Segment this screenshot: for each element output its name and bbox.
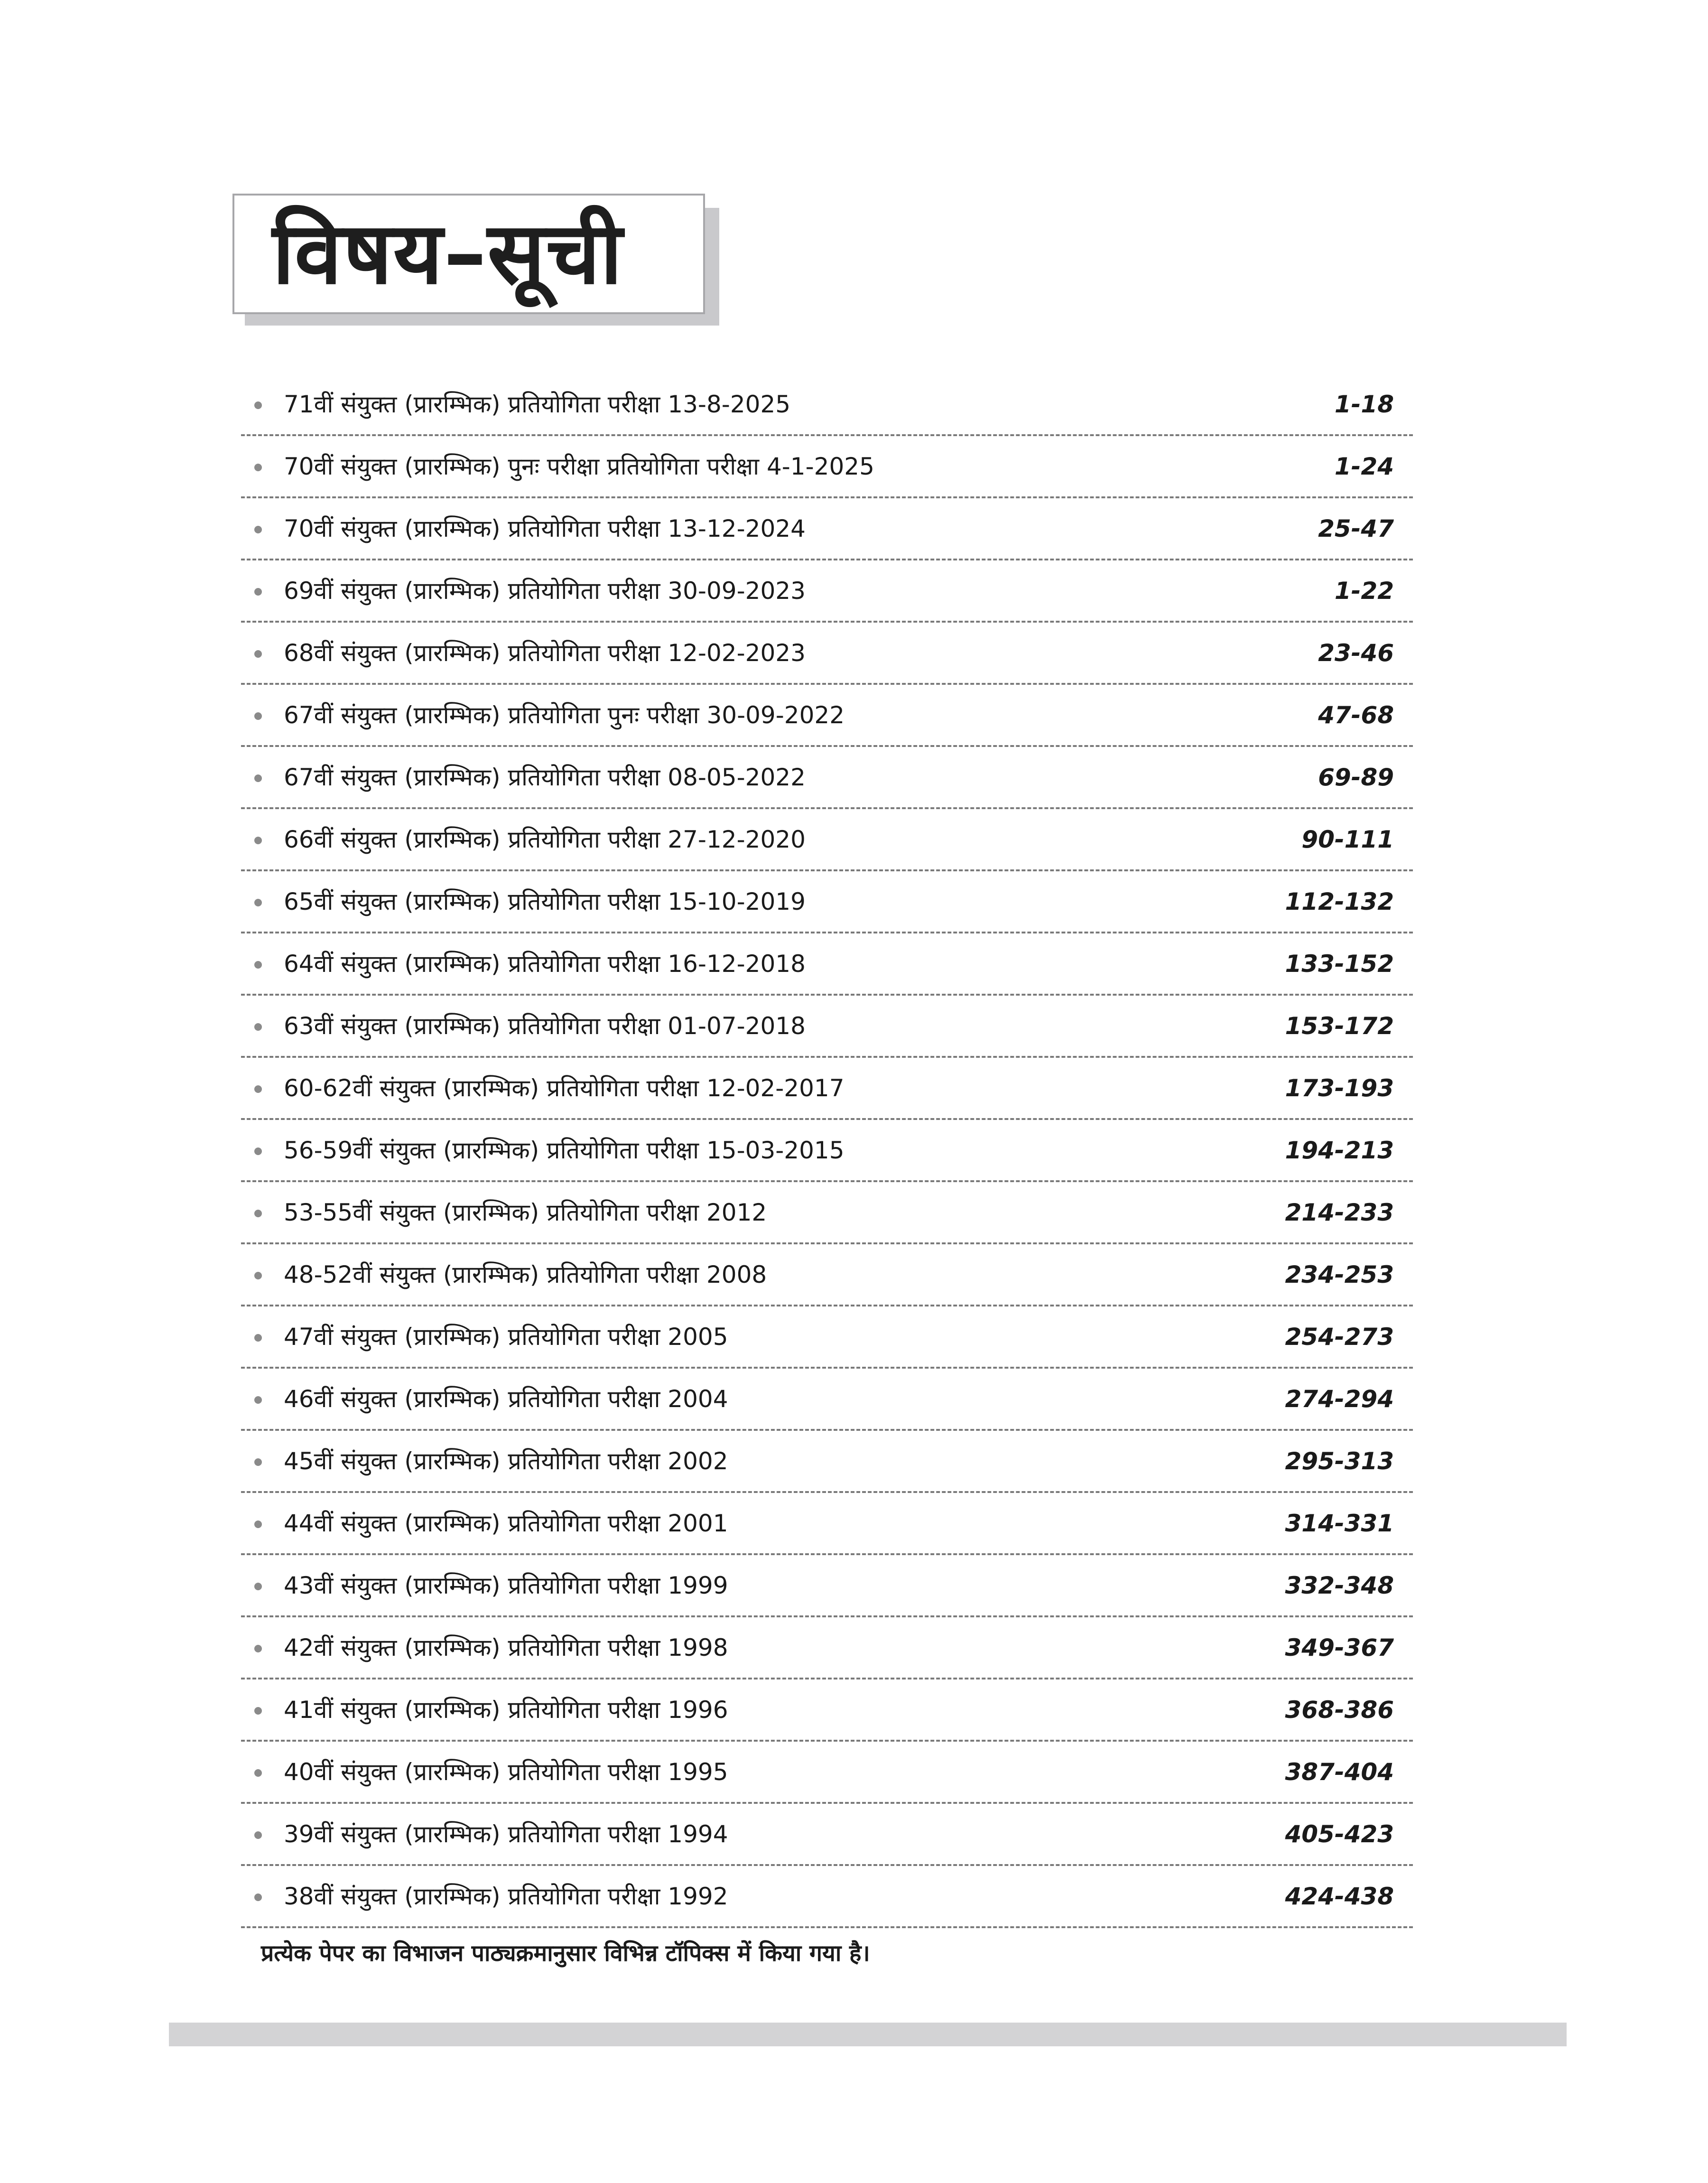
bullet-icon xyxy=(254,1210,262,1217)
toc-entry-pages: 405-423 xyxy=(1285,1820,1394,1848)
toc-entry-title: 70वीं संयुक्त (प्रारम्भिक) प्रतियोगिता परीक्षा 13-12-2024 xyxy=(284,515,806,542)
bullet-icon xyxy=(254,1769,262,1777)
toc-entry-title: 46वीं संयुक्त (प्रारम्भिक) प्रतियोगिता परीक्षा 2004 xyxy=(284,1385,728,1413)
toc-entry-pages: 133-152 xyxy=(1285,950,1394,978)
bullet-icon xyxy=(254,1147,262,1155)
toc-row[interactable] xyxy=(241,1182,1413,1244)
toc-row[interactable] xyxy=(241,498,1413,560)
toc-entry-title: 66वीं संयुक्त (प्रारम्भिक) प्रतियोगिता परीक्षा 27-12-2020 xyxy=(284,826,806,853)
toc-entry-title: 56-59वीं संयुक्त (प्रारम्भिक) प्रतियोगिता परीक्षा 15-03-2015 xyxy=(284,1137,845,1164)
toc-entry-pages: 69-89 xyxy=(1318,764,1394,791)
toc-entry-pages: 1-18 xyxy=(1334,391,1394,418)
toc-row[interactable] xyxy=(241,933,1413,996)
heading-box xyxy=(232,194,705,314)
toc-entry-pages: 368-386 xyxy=(1285,1696,1394,1724)
toc-entry-pages: 387-404 xyxy=(1285,1758,1394,1786)
bullet-icon xyxy=(254,1645,262,1652)
toc-entry-pages: 349-367 xyxy=(1285,1634,1394,1661)
toc-entry-title: 41वीं संयुक्त (प्रारम्भिक) प्रतियोगिता परीक्षा 1996 xyxy=(284,1696,728,1724)
toc-row[interactable] xyxy=(241,1742,1413,1804)
toc-row[interactable] xyxy=(241,871,1413,933)
bullet-icon xyxy=(254,1521,262,1528)
toc-entry-title: 63वीं संयुक्त (प्रारम्भिक) प्रतियोगिता परीक्षा 01-07-2018 xyxy=(284,1012,806,1040)
toc-entry-title: 60-62वीं संयुक्त (प्रारम्भिक) प्रतियोगिता परीक्षा 12-02-2017 xyxy=(284,1074,845,1102)
toc-entry-title: 38वीं संयुक्त (प्रारम्भिक) प्रतियोगिता परीक्षा 1992 xyxy=(284,1883,728,1910)
toc-row[interactable] xyxy=(241,1866,1413,1928)
toc-entry-pages: 194-213 xyxy=(1285,1137,1394,1164)
toc-entry-title: 42वीं संयुक्त (प्रारम्भिक) प्रतियोगिता परीक्षा 1998 xyxy=(284,1634,728,1661)
bullet-icon xyxy=(254,1707,262,1715)
bullet-icon xyxy=(254,1085,262,1093)
bullet-icon xyxy=(254,961,262,969)
toc-entry-pages: 254-273 xyxy=(1285,1323,1394,1351)
toc-entry-title: 48-52वीं संयुक्त (प्रारम्भिक) प्रतियोगिता परीक्षा 2008 xyxy=(284,1261,767,1288)
toc-entry-pages: 234-253 xyxy=(1285,1261,1394,1288)
toc-entry-title: 71वीं संयुक्त (प्रारम्भिक) प्रतियोगिता परीक्षा 13-8-2025 xyxy=(284,391,791,418)
toc-entry-title: 39वीं संयुक्त (प्रारम्भिक) प्रतियोगिता परीक्षा 1994 xyxy=(284,1820,728,1848)
bullet-icon xyxy=(254,1583,262,1590)
toc-entry-pages: 332-348 xyxy=(1285,1572,1394,1599)
toc-entry-pages: 1-22 xyxy=(1334,577,1394,605)
toc-row[interactable] xyxy=(241,623,1413,685)
bullet-icon xyxy=(254,526,262,533)
toc-entry-title: 45वीं संयुक्त (प्रारम्भिक) प्रतियोगिता परीक्षा 2002 xyxy=(284,1447,728,1475)
toc-row[interactable] xyxy=(241,685,1413,747)
toc-row[interactable] xyxy=(241,1369,1413,1431)
toc-entry-pages: 47-68 xyxy=(1318,701,1394,729)
page-title: विषय–सूची xyxy=(272,204,623,303)
toc-row[interactable] xyxy=(241,436,1413,498)
toc-entry-title: 65वीं संयुक्त (प्रारम्भिक) प्रतियोगिता परीक्षा 15-10-2019 xyxy=(284,888,806,915)
toc-entry-pages: 173-193 xyxy=(1285,1074,1394,1102)
bullet-icon xyxy=(254,1458,262,1466)
bullet-icon xyxy=(254,1334,262,1342)
bottom-divider-bar xyxy=(169,2023,1567,2046)
bullet-icon xyxy=(254,899,262,906)
table-of-contents xyxy=(241,374,1413,1928)
bullet-icon xyxy=(254,837,262,844)
toc-row[interactable] xyxy=(241,1617,1413,1679)
toc-entry-title: 40वीं संयुक्त (प्रारम्भिक) प्रतियोगिता परीक्षा 1995 xyxy=(284,1758,728,1786)
bullet-icon xyxy=(254,650,262,658)
toc-entry-pages: 274-294 xyxy=(1285,1385,1394,1413)
toc-entry-pages: 214-233 xyxy=(1285,1199,1394,1226)
bullet-icon xyxy=(254,1396,262,1404)
toc-entry-pages: 90-111 xyxy=(1301,826,1394,853)
bullet-icon xyxy=(254,1831,262,1839)
bullet-icon xyxy=(254,588,262,596)
toc-row[interactable] xyxy=(241,1244,1413,1306)
toc-row[interactable] xyxy=(241,1306,1413,1369)
bullet-icon xyxy=(254,464,262,471)
bullet-icon xyxy=(254,1272,262,1279)
bullet-icon xyxy=(254,712,262,720)
toc-entry-title: 69वीं संयुक्त (प्रारम्भिक) प्रतियोगिता परीक्षा 30-09-2023 xyxy=(284,577,806,605)
toc-row[interactable] xyxy=(241,809,1413,871)
toc-entry-title: 68वीं संयुक्त (प्रारम्भिक) प्रतियोगिता परीक्षा 12-02-2023 xyxy=(284,639,806,667)
toc-entry-pages: 1-24 xyxy=(1334,453,1394,480)
toc-entry-title: 67वीं संयुक्त (प्रारम्भिक) प्रतियोगिता पुनः परीक्षा 30-09-2022 xyxy=(284,701,845,729)
toc-entry-pages: 424-438 xyxy=(1285,1883,1394,1910)
toc-entry-title: 67वीं संयुक्त (प्रारम्भिक) प्रतियोगिता परीक्षा 08-05-2022 xyxy=(284,764,806,791)
toc-entry-pages: 112-132 xyxy=(1285,888,1394,915)
toc-entry-pages: 314-331 xyxy=(1285,1510,1394,1537)
toc-row[interactable] xyxy=(241,560,1413,623)
toc-entry-pages: 25-47 xyxy=(1318,515,1394,542)
toc-row[interactable] xyxy=(241,1058,1413,1120)
toc-entry-title: 44वीं संयुक्त (प्रारम्भिक) प्रतियोगिता परीक्षा 2001 xyxy=(284,1510,728,1537)
bullet-icon xyxy=(254,1023,262,1031)
toc-entry-pages: 153-172 xyxy=(1285,1012,1394,1040)
toc-entry-title: 64वीं संयुक्त (प्रारम्भिक) प्रतियोगिता परीक्षा 16-12-2018 xyxy=(284,950,806,978)
bullet-icon xyxy=(254,401,262,409)
toc-row[interactable] xyxy=(241,996,1413,1058)
toc-entry-title: 47वीं संयुक्त (प्रारम्भिक) प्रतियोगिता परीक्षा 2005 xyxy=(284,1323,728,1351)
toc-entry-title: 43वीं संयुक्त (प्रारम्भिक) प्रतियोगिता परीक्षा 1999 xyxy=(284,1572,728,1599)
footnote: प्रत्येक पेपर का विभाजन पाठ्यक्रमानुसार विभिन्न टॉपिक्स में किया गया है। xyxy=(261,1940,870,1967)
toc-row[interactable] xyxy=(241,1804,1413,1866)
toc-row[interactable] xyxy=(241,1120,1413,1182)
toc-row[interactable] xyxy=(241,1493,1413,1555)
toc-row[interactable] xyxy=(241,374,1413,436)
bullet-icon xyxy=(254,1894,262,1901)
toc-entry-pages: 23-46 xyxy=(1318,639,1394,667)
toc-row[interactable] xyxy=(241,747,1413,809)
toc-entry-pages: 295-313 xyxy=(1285,1447,1394,1475)
bullet-icon xyxy=(254,774,262,782)
toc-row[interactable] xyxy=(241,1555,1413,1617)
toc-entry-title: 53-55वीं संयुक्त (प्रारम्भिक) प्रतियोगिता परीक्षा 2012 xyxy=(284,1199,767,1226)
toc-row[interactable] xyxy=(241,1679,1413,1742)
toc-row[interactable] xyxy=(241,1431,1413,1493)
toc-entry-title: 70वीं संयुक्त (प्रारम्भिक) पुनः परीक्षा प्रतियोगिता परीक्षा 4-1-2025 xyxy=(284,453,874,480)
